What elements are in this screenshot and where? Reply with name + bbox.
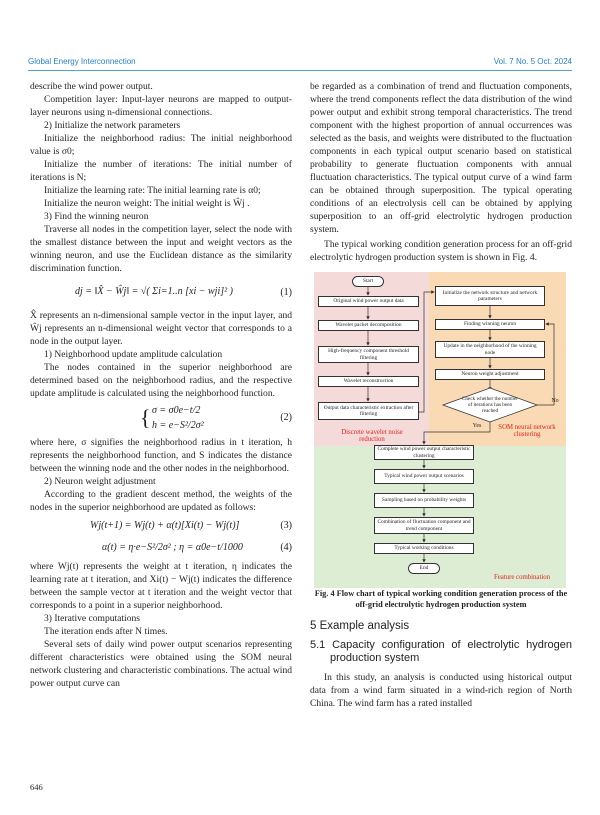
- paragraph: Several sets of daily wind power output scenarios representing different characteristics were obtained using the SOM neural network clustering and characteristic combinations. The actual wind power output curve can: [30, 639, 292, 689]
- decision-text: Check whether the number of iterations has been reached: [461, 396, 519, 414]
- paragraph: Competition layer: Input-layer neurons are mapped to output-layer neurons using n-dimensional connections.: [30, 94, 292, 118]
- flow-box: Original wind power output data: [318, 296, 419, 307]
- paragraph: The typical working condition generation process for an off-grid electrolytic hydrogen production system is shown in Fig. 4.: [310, 239, 572, 263]
- flow-box: Wavelet packet decomposition: [318, 320, 419, 331]
- flow-box: High-frequency component threshold filtering: [318, 346, 419, 363]
- paragraph: where Wj(t) represents the weight at t iteration, η indicates the learning rate at t iteration, and Xi(t) − Wj(t) indicates the difference between the sample vector at t iteration and the weight vector that corresponds to a point in a superior neighborhood.: [30, 561, 292, 611]
- step-heading: 3) Find the winning neuron: [44, 211, 149, 222]
- figure-caption: Fig. 4 Flow chart of typical working condition generation process of the off-grid electrolytic hydrogen production system: [314, 589, 568, 609]
- equation-body: Wj(t+1) = Wj(t) + α(t)[Xi(t) − Wj(t)]: [90, 520, 240, 531]
- equation-number: (4): [280, 542, 292, 553]
- no-label: No: [551, 398, 559, 404]
- journal-name: Global Energy Interconnection: [28, 57, 136, 66]
- header-rule: [28, 70, 572, 71]
- flow-box: Wavelet reconstruction: [318, 376, 419, 387]
- step-heading: 1) Neighborhood update amplitude calculation: [44, 349, 223, 360]
- paragraph: where here, σ signifies the neighborhood radius in t iteration, h represents the neighborhood function, and S indicates the distance between the winning node and the other nodes in the neighborhood.: [30, 437, 292, 474]
- equation-number: (3): [280, 520, 292, 531]
- equation-body: dj = ‖X̂ − Ŵj‖ = √( Σi=1..n [xi − wji]² ): [75, 286, 233, 297]
- end-node: End: [408, 563, 440, 574]
- volume-info: Vol. 7 No. 5 Oct. 2024: [493, 57, 572, 66]
- paragraph: According to the gradient descent method, the weights of the nodes in the superior neighborhood are updated as follows:: [30, 489, 292, 513]
- subsection-heading: 5.1 Capacity configuration of electrolytic hydrogen production system: [310, 639, 572, 664]
- paragraph: Traverse all nodes in the competition layer, select the node with the smallest distance between the input and weight vectors as the winning neuron, and use the Euclidean distance as the similarity discrimination function.: [30, 224, 292, 274]
- paragraph: be regarded as a combination of trend and fluctuation components, where the trend components reflect the data distribution of the wind power output and exhibit strong temporal characteristics. The trend component with the highest proportion of annual occurrences was selected as the basis, and weights were distributed to the fluctuation components in each typical output scenario based on statistical probability to generate fluctuation components with annual fluctuation characteristics. The typical output curve of a wind farm can be obtained through superposition. The typical operating conditions of an electrolysis cell can be obtained by applying superposition to an off-grid electrolytic hydrogen production system.: [310, 81, 572, 235]
- figure-4-flowchart: [310, 272, 572, 588]
- equation-2: { σ = σ0e−t/2 h = e−S²/2σ² (2): [140, 405, 292, 431]
- paragraph: describe the wind power output.: [30, 81, 153, 92]
- flow-box: Complete wind power output characteristic clustering: [374, 445, 474, 460]
- equation-body: α(t) = η·e−S²/2σ² ; η = α0e−t/1000: [102, 542, 243, 553]
- paragraph: In this study, an analysis is conducted using historical output data from a wind farm situated in a wind-rich region of North China. The wind farm has a rated installed: [310, 672, 572, 709]
- equation-3: [30, 514, 292, 538]
- equation-1: [30, 275, 292, 309]
- paragraph: X̂ represents an n-dimensional sample vector in the input layer, and Ŵj represents an n-dimensional weight vector that corresponds to a node in the output layer.: [30, 310, 292, 347]
- paragraph: The nodes contained in the superior neighborhood are determined based on the neighborhood radius, and the respective update amplitude is calculated using the neighborhood function.: [30, 362, 292, 399]
- paragraph: Initialize the number of iterations: The initial number of iterations is N;: [30, 159, 292, 183]
- region-label-wavelet: Discrete wavelet noise reduction: [341, 429, 403, 443]
- flow-box: Neuron weight adjustment: [435, 369, 545, 380]
- running-header: [28, 57, 572, 71]
- region-label-feature: Feature combination: [493, 574, 551, 581]
- equation-line: σ = σ0e−t/2: [152, 405, 201, 416]
- paragraph: Initialize the neighborhood radius: The initial neighborhood value is σ0;: [30, 133, 292, 157]
- flow-box: Finding winning neuron: [435, 319, 545, 330]
- flow-box: Combination of fluctuation component and trend component: [374, 517, 474, 534]
- flow-box: Output data characteristic extraction after filtering: [318, 402, 419, 420]
- page-number: 646: [30, 782, 43, 792]
- paragraph: Initialize the neuron weight: The initial weight is Ŵj .: [44, 198, 250, 209]
- step-heading: 3) Iterative computations: [44, 613, 140, 624]
- flow-box: Sampling based on probability weights: [374, 493, 474, 508]
- step-heading: 2) Neuron weight adjustment: [44, 476, 156, 487]
- flow-box: Update in the neighborhood of the winning node: [435, 341, 545, 358]
- region-label-som: SOM neural network clustering: [498, 424, 556, 438]
- step-heading: 2) Initialize the network parameters: [44, 120, 181, 131]
- right-column: [310, 80, 572, 710]
- equation-4: [30, 538, 292, 560]
- paragraph: Initialize the learning rate: The initial learning rate is α0;: [44, 185, 261, 196]
- yes-label: Yes: [472, 423, 482, 429]
- left-column: [30, 80, 292, 690]
- flow-box: Typical wind power output scenarios: [374, 469, 474, 484]
- start-node: Start: [352, 276, 384, 287]
- flow-box: Typical working conditions: [374, 543, 474, 554]
- equation-line: h = e−S²/2σ²: [152, 420, 204, 431]
- equation-number: (1): [280, 287, 292, 298]
- section-heading: 5 Example analysis: [310, 620, 410, 632]
- paragraph: The iteration ends after N times.: [44, 626, 168, 637]
- equation-number: (2): [280, 412, 292, 423]
- flow-box: Initialize the network structure and network parameters: [435, 286, 545, 306]
